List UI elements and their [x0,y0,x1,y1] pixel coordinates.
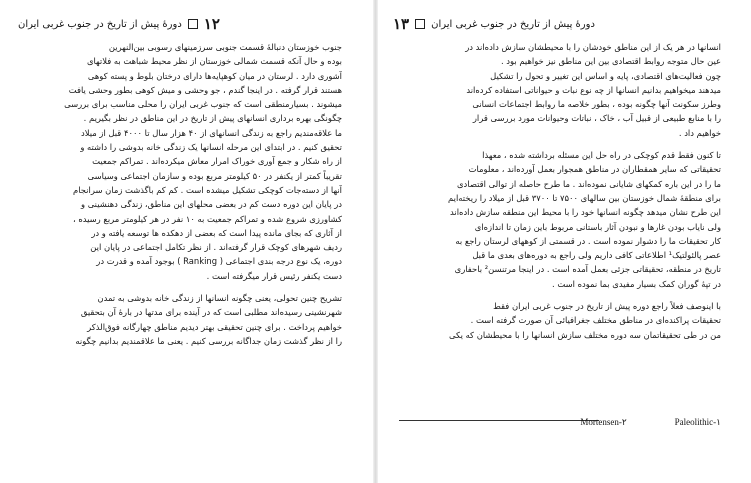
text-line: خواهیم پرداخت . برای چنین تحقیقی بهتر دیدیم مناطق چهارگانه فوق‌الذکر [87,321,342,332]
right-page-number: ۱۳ [393,15,410,33]
text-line: هستند قرار گرفته . در اینجا گندم ، جو وحشی و میش کوهی بطور وحشی یافت [68,84,342,95]
text-line: کشاورزی شروع شده و تمراکم جمعیت به ۱۰ نفر در هر کیلومتر مربع رسیده ، [72,213,342,224]
header-box-icon [415,19,425,29]
text-line: در پایان این دوره دست کم در بعضی محلهای این مناطق، زندگی دهنشینی و [80,199,342,210]
text-line: شهرنشینی رسیده‌اند مطلبی است که در آینده برای مدتها در بارهٔ آن بتحقیق [80,307,342,318]
text-line: عین حال متوجه روابط اقتصادی بین این مناطق نیز خواهیم بود . [500,56,721,67]
paragraph-gap [399,291,721,299]
text-line: خواهیم داد . [678,127,721,138]
text-line: ولی نایاب بودن غارها و نبودن آثار باستانی مربوط باین زمان تا اندازه‌ای [474,221,721,232]
text-line: جنوب خوزستان دنبالهٔ قسمت جنوبی سرزمینهای رسوبی بین‌النهرین [108,42,342,52]
text-line: دوره، یک نوع درجه بندی اجتماعی ( Ranking ) بوجود آمده و قدرت در [96,256,342,267]
right-page-body [399,40,721,342]
text-line: را با منابع طبیعی از قبیل آب ، خاک ، نباتات وحیوانات مورد بررسی قرار [472,113,721,124]
left-page [0,0,372,483]
left-page-header [18,13,358,35]
text-line: تحقیق کنیم . در ابتدای این مرحله انسانها یک زندگی خانه بدوشی را داشته و [80,142,342,153]
text-line: وطرز سکونت آنها چگونه بوده ، بطور خلاصه ما روابط اجتماعات انسانی [472,99,721,110]
text-line: با اینوصف فعلاً راجع دوره پیش از تاریخ در جنوب غربی ایران فقط [493,301,721,312]
header-box-icon [188,19,198,29]
left-running-title: دورهٔ پیش از تاریخ در جنوب غربی ایران [18,18,182,30]
text-line: ما را در این باره کمکهای شایانی نموده‌اند . ما طرح حاصله از توالی اقتصادی [457,178,721,189]
text-line: میدهند میخواهیم بدانیم انسانها از چه نوع نبات و حیواناتی استفاده کرده‌اند [466,84,721,95]
text-line: تحقیقات پراکنده‌ای در مناطق مختلف جغرافیائی آن صورت گرفته است . [470,315,721,326]
text-line: عصر پالئولتیک¹ اطلاعاتی کافی داریم ولی راجع به دوره‌های بعدی ما قبل [472,250,721,261]
text-line: ردیف شهرهای کوچک قرار گرفته‌اند . از نظر تکامل اجتماعی در پایان این [90,242,342,253]
text-line: دست یکنفر رئیس قرار میگرفته است . [206,270,342,281]
text-line: این طرح نشان میدهد چگونه انسانها خود را با محیط این منطقه سازش داده‌اند [450,207,721,218]
text-line: تحقیقاتی که سایر همقطاران در مناطق همجوار بعمل آورده‌اند ، معلومات [468,164,721,175]
text-line: آنها از دسته‌جات کوچکی تشکیل میشده است . کم کم باگذشت زمان سرانجام [73,184,342,195]
text-line: تشریح چنین تحولی، یعنی چگونه انسانها از زندگی خانه بدوشی به تمدن [97,293,342,304]
text-line: آشوری دارد . لرستان در میان کوهپایه‌ها دارای درختان بلوط و پسته کوهی [87,70,342,81]
footnotes [399,417,721,428]
text-line: تاریخ در منطقه، تحقیقاتی جزئی بعمل آمده است . در اینجا مرتنسن² باحفاری [454,264,721,275]
paragraph-gap [30,283,342,291]
text-line: چون فعالیت‌های اقتصادی، پایه و اساس این تغییر و تحول را تشکیل [490,70,721,81]
text-line: چگونگی بهره برداری انسانهای پیش از تاریخ در این مناطق در نظر بگیریم . [83,113,342,124]
book-gutter [373,0,378,483]
right-page-header [393,13,735,35]
text-line: بوده و حال آنکه قسمت شمالی خوزستان از نظر محیط شباهت به فلاتهای [86,56,342,67]
text-line: از راه شکار و جمع آوری خوراک امرار معاش میکرده‌اند . تمراکم جمعیت [92,156,342,167]
text-line: تقریباً کمتر از یکنفر در ۵۰ کیلومتر مربع بوده و سازمان اجتماعی وسیاسی [87,170,342,181]
text-line: در تپهٔ گوران کمک بسیار مفیدی بما نموده است . [552,278,721,289]
footnote-2: Mortensen-۲ [580,417,627,427]
text-line: برای منطقهٔ شمال خوزستان بین سالهای ۷۵۰۰ تا ۳۷۰۰ قبل از میلاد را ریخته‌ایم [448,192,721,203]
left-page-body [30,40,342,348]
text-line: از آثاری که بجای مانده پیدا است که بعضی از دهکده ها توسعه یافته و در [91,227,342,238]
text-line: تا کنون فقط قدم کوچکی در راه حل این مسئله برداشته شده ، معهذا [482,150,721,161]
footnote-1: Paleolithic-۱ [674,417,721,427]
text-line: میشوند . بسیارمنطقی است که جنوب غربی ایران را محلی مناسب برای بررسی [64,99,342,110]
text-line: انسانها در هر یک از این مناطق خودشان را با محیطشان سازش داده‌اند در [465,42,721,52]
text-line: کار تحقیقات ما را دشوار نموده است . در قسمتی از کوههای لرستان راجع به [455,235,721,246]
text-line: را از نظر گذشت زمان جداگانه بررسی کنیم . یعنی ما علاقمندیم بدانیم چگونه [75,335,342,346]
text-line: ما علاقه‌مندیم راجع به زندگی انسانهای از ۴۰ هزار سال تا ۴۰۰۰ قبل از میلاد [81,127,342,138]
right-page [379,0,751,483]
left-page-number: ۱۲ [203,15,220,33]
right-running-title: دورهٔ پیش از تاریخ در جنوب غربی ایران [431,18,595,30]
text-line: من در طی تحقیقاتمان سه دوره مختلف سازش انسانها را با محیطشان که یکی [448,329,721,340]
paragraph-gap [399,140,721,148]
